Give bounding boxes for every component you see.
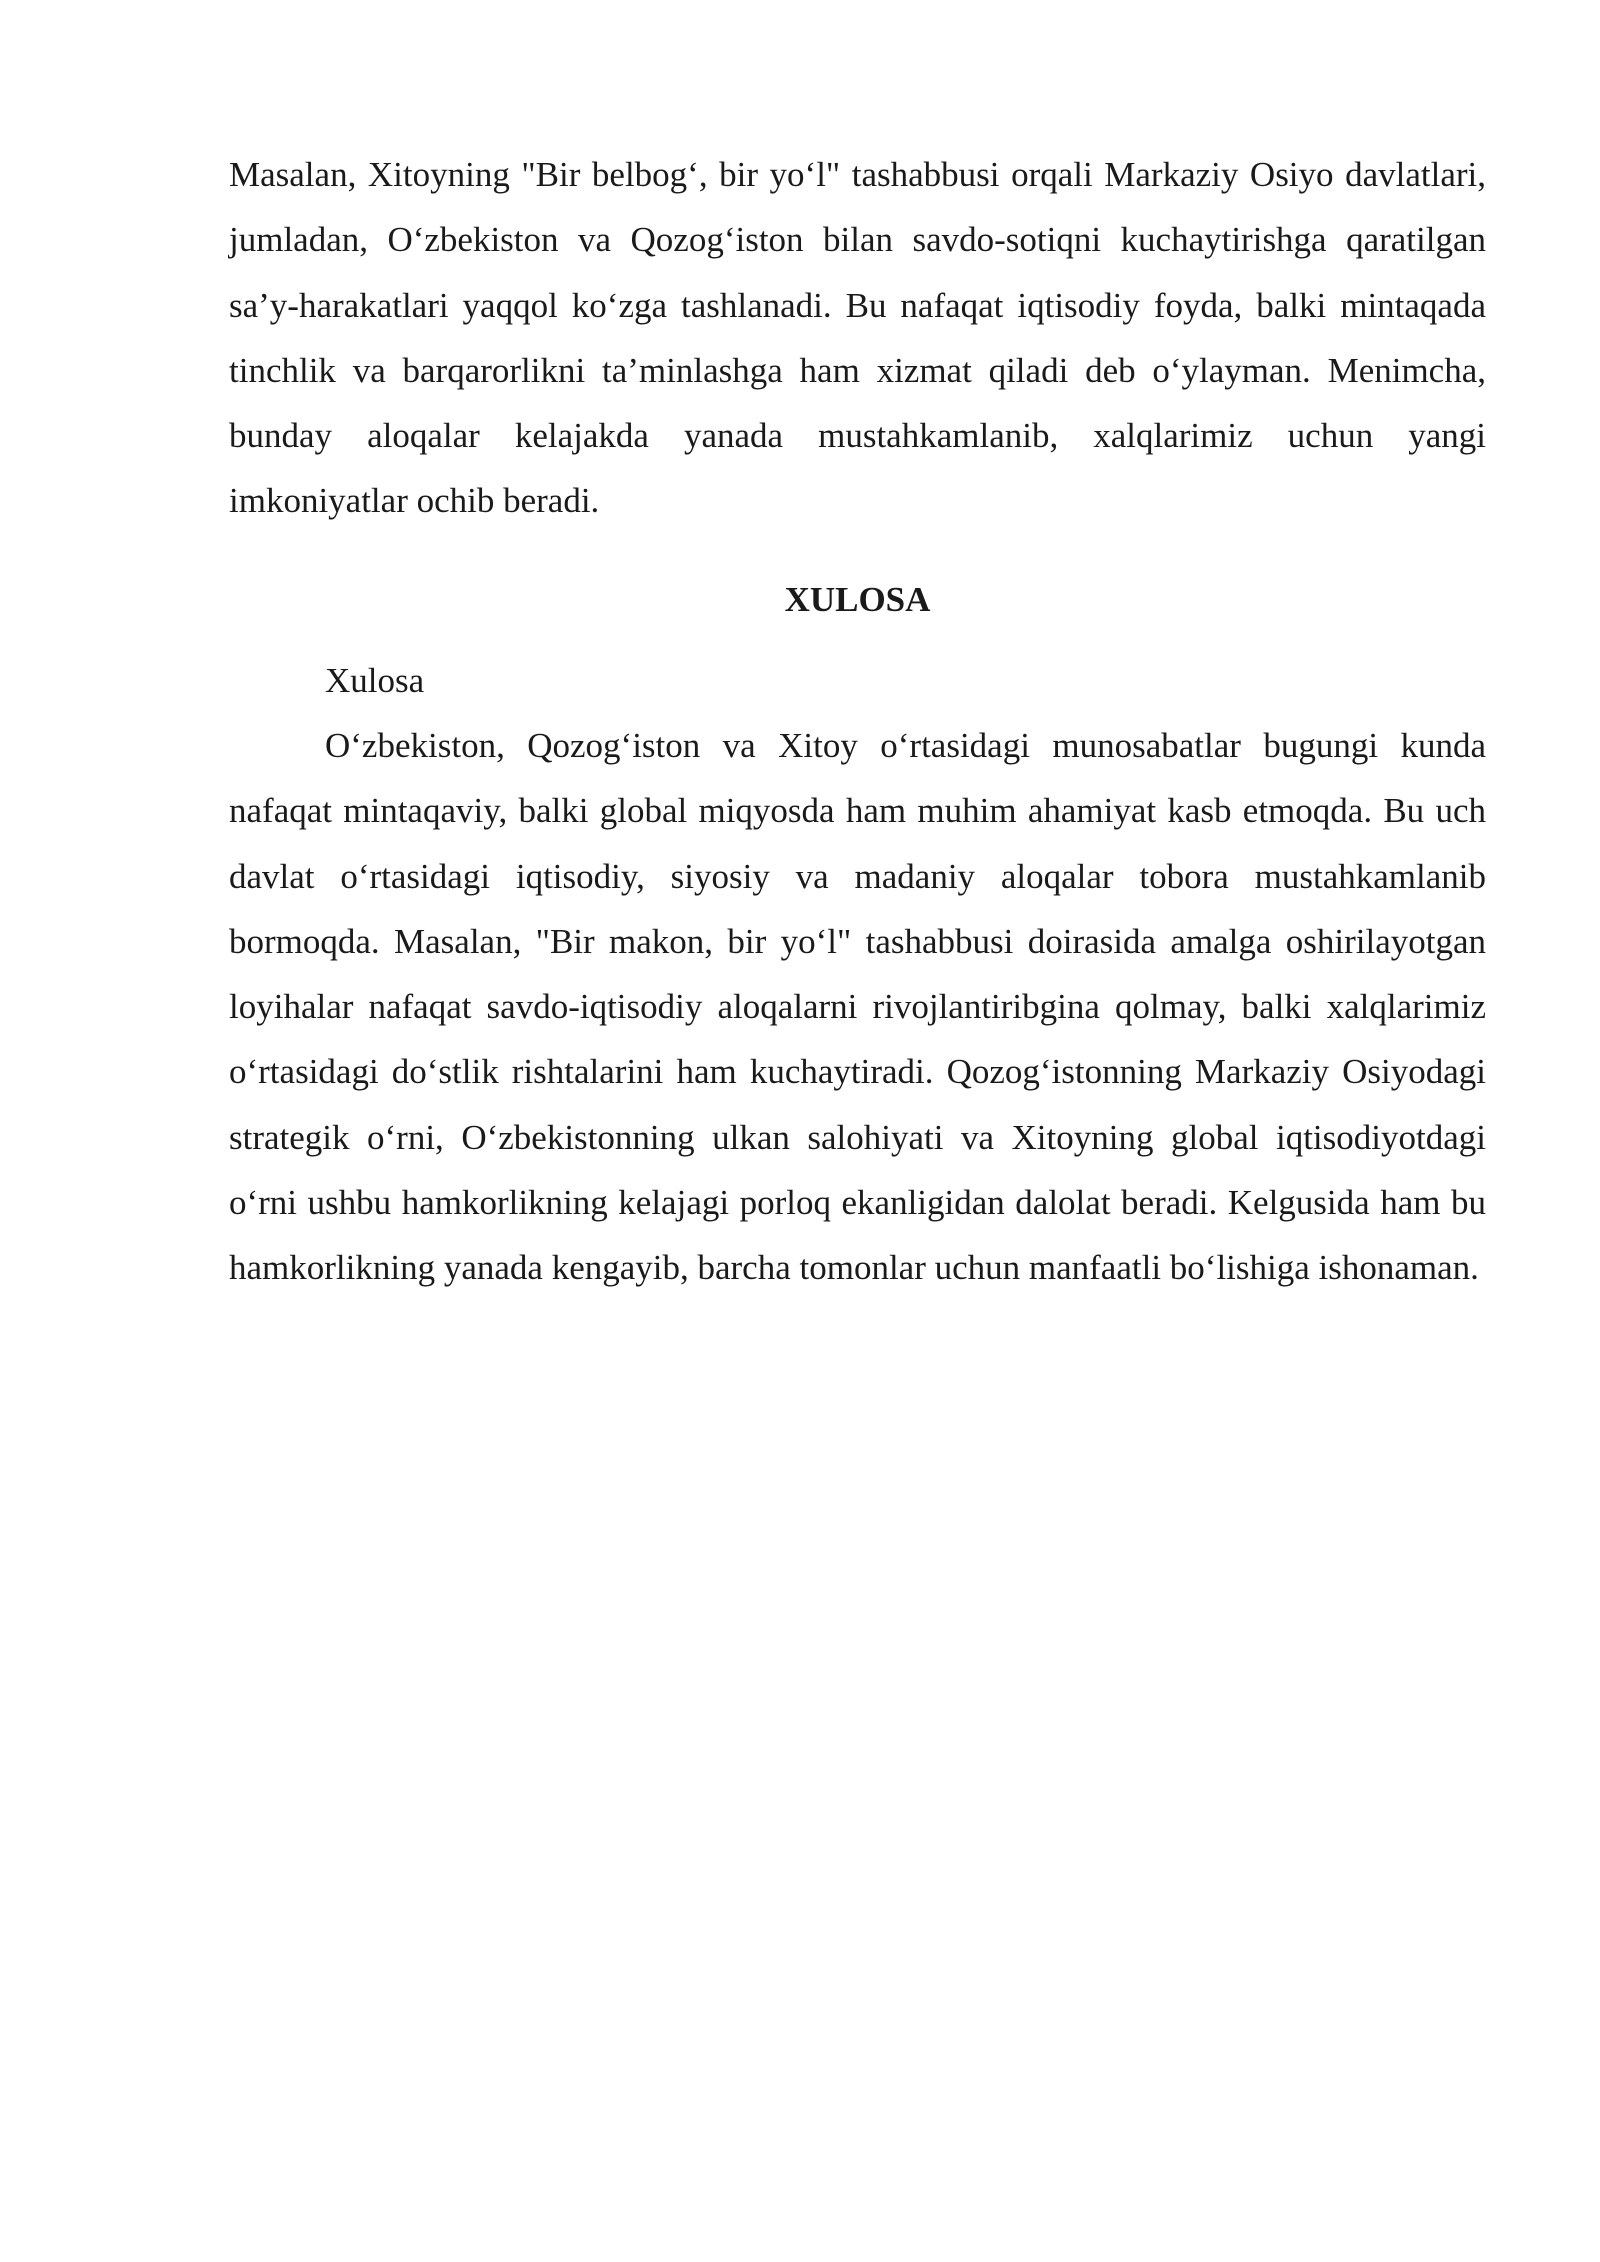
- subheading: Xulosa: [325, 661, 425, 700]
- intro-paragraph: Masalan, Xitoyning "Bir belbog‘, bir yo‘l" tashabbusi orqali Markaziy Osiyo davlatlari, jumladan, O‘zbekiston va Qozog‘iston bilan savdo-sotiqni kuchaytirishga qaratilgan sa’y-harakatlari yaqqol ko‘zga tashlanadi. Bu nafaqat iqtisodiy foyda, balki mintaqada tinchlik va barqarorlikni ta’minlashga ham xizmat qiladi deb o‘ylayman. Menimcha, bunday aloqalar kelajakda yanada mustahkamlanib, xalqlarimiz uchun yangi imkoniyatlar ochib beradi.: [229, 155, 1486, 521]
- conclusion-paragraph: O‘zbekiston, Qozog‘iston va Xitoy o‘rtasidagi munosabatlar bugungi kunda nafaqat mintaqaviy, balki global miqyosda ham muhim ahamiyat kasb etmoqda. Bu uch davlat o‘rtasidagi iqtisodiy, siyosiy va madaniy aloqalar tobora mustahkamlanib bormoqda. Masalan, "Bir makon, bir yo‘l" tashabbusi doirasida amalga oshirilayotgan loyihalar nafaqat savdo-iqtisodiy aloqalarni rivojlantiribgina qolmay, balki xalqlarimiz o‘rtasidagi do‘stlik rishtalarini ham kuchaytiradi. Qozog‘istonning Markaziy Osiyodagi strategik o‘rni, O‘zbekistonning ulkan salohiyati va Xitoyning global iqtisodiyotdagi o‘rni ushbu hamkorlikning kelajagi porloq ekanligidan dalolat beradi. Kelgusida ham bu hamkorlikning yanada kengayib, barcha tomonlar uchun manfaatli bo‘lishiga ishonaman.: [229, 726, 1486, 1288]
- section-heading: XULOSA: [784, 580, 931, 619]
